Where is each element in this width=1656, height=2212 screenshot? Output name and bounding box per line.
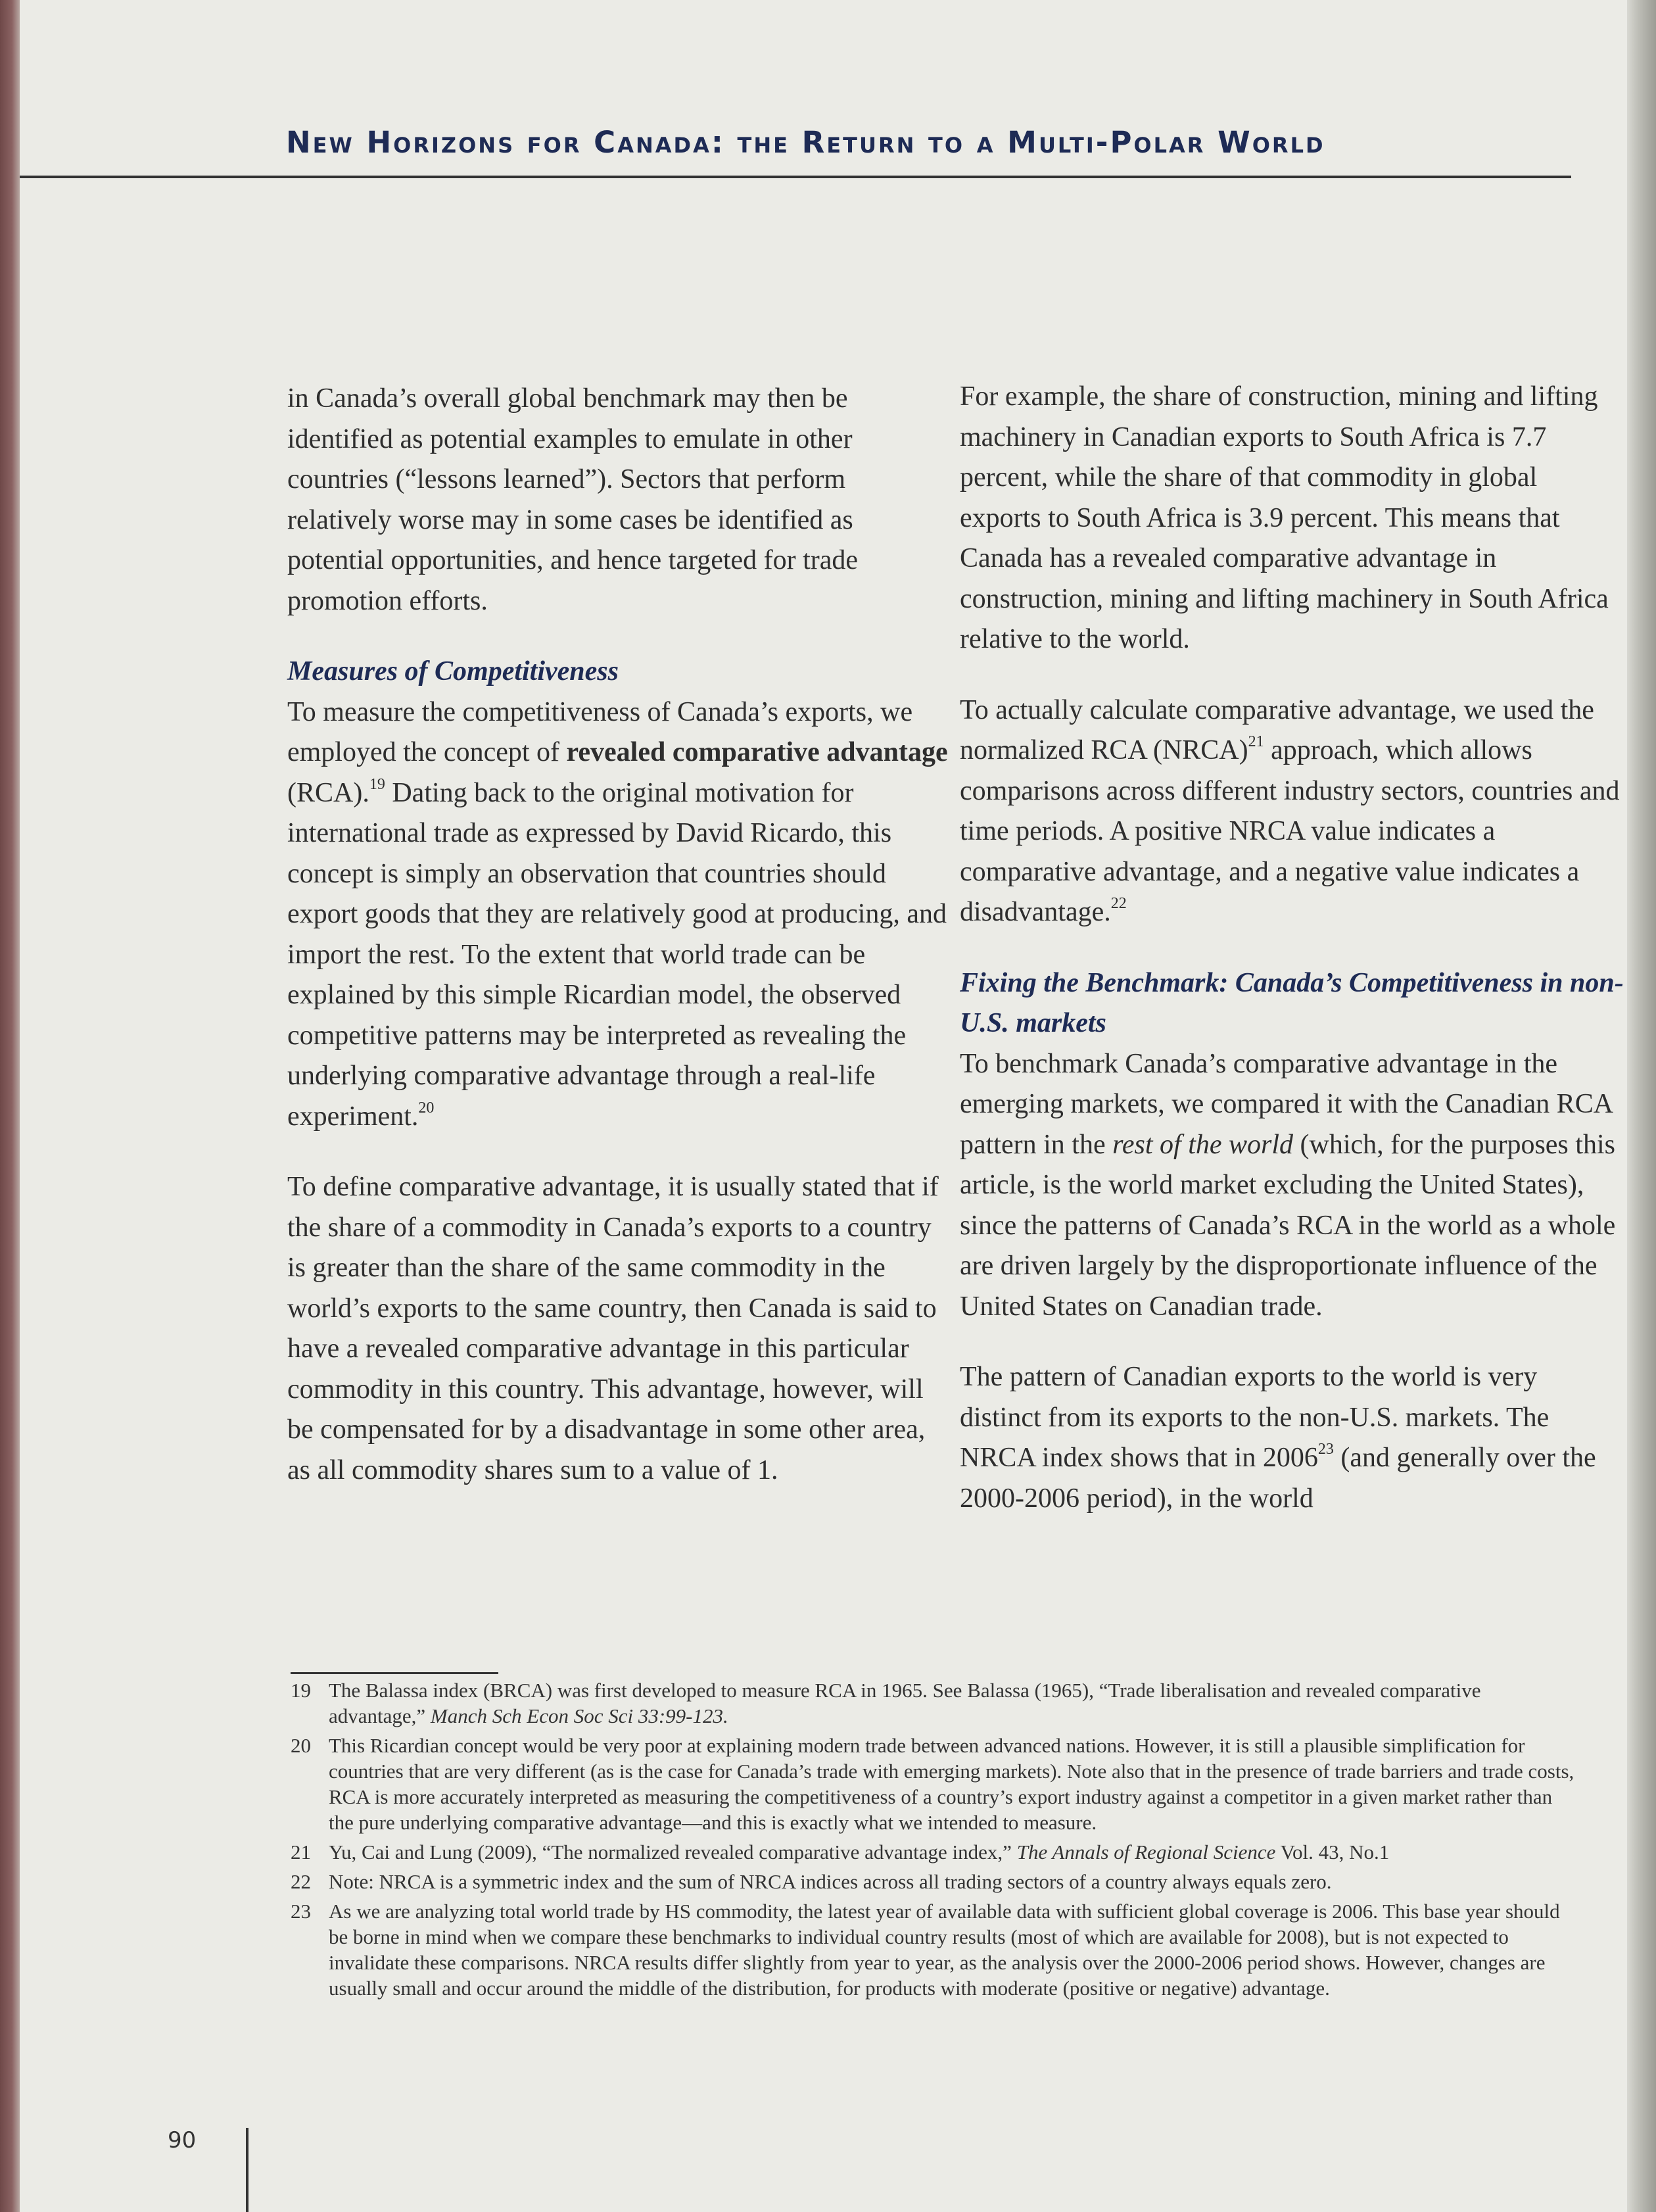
footnote-ref-21: 21 bbox=[1248, 733, 1264, 750]
right-paragraph-1: For example, the share of construction, mining and lifting machinery in Canadian exports to South Africa is 7.7 percent, while the share of that commodity in global exports to South Africa is 3.9 percent. This means that Canada has a revealed comparative advantage in construction, mining and lifting machinery in South Africa relative to the world. bbox=[960, 381, 1609, 654]
footnotes bbox=[291, 1677, 1579, 2005]
footnote-rule bbox=[291, 1672, 498, 1674]
key-term: revealed comparative advantage bbox=[566, 737, 948, 767]
footnote-text: The Balassa index (BRCA) was first developed to measure RCA in 1965. See Balassa (1965), “Trade liberalisation and revealed comparative advantage,” bbox=[329, 1679, 1481, 1727]
text-run: Dating back to the original motivation for international trade as expressed by David Ricardo, this concept is simply an observation that countries should export goods that they are relatively good at producing, and import the rest. To the extent that world trade can be explained by this simple Ricardian model, the observed competitive patterns may be interpreted as revealing the underlying comparative advantage through a real-life experiment. bbox=[287, 777, 947, 1132]
text-run: (RCA). bbox=[287, 777, 369, 808]
right-paragraph-2 bbox=[960, 690, 1624, 933]
footnote-text: As we are analyzing total world trade by HS commodity, the latest year of available data with sufficient global coverage is 2006. This base year should be borne in mind when we compare these benchmarks to individual country results (most of which are available for 2008), but is not expected to invalidate these comparisons. NRCA results differ slightly from year to year, as the analysis over the 2000-2006 period shows. However, changes are usually small and occur around the middle of the distribution, for products with moderate (positive or negative) advantage. bbox=[329, 1900, 1560, 2000]
text-run: The pattern of Canadian exports to the world is very distinct from its exports to the non-U.S. markets. The NRCA index shows that in 2006 bbox=[960, 1362, 1550, 1473]
footnote-21 bbox=[291, 1839, 1579, 1865]
section-heading-benchmark: Fixing the Benchmark: Canada’s Competitiveness in non-U.S. markets bbox=[960, 967, 1624, 1038]
text-run: To actually calculate comparative advantage, we used the normalized RCA (NRCA) bbox=[960, 694, 1594, 765]
folio-rule bbox=[246, 2128, 248, 2212]
footnote-19 bbox=[291, 1677, 1579, 1729]
text-run: approach, which allows comparisons across different industry sectors, countries and time periods. A positive NRCA value indicates a comparative advantage, and a negative value indicates a disadvantage. bbox=[960, 735, 1620, 927]
footnote-ref-20: 20 bbox=[418, 1099, 435, 1117]
footnote-text: Note: NRCA is a symmetric index and the sum of NRCA indices across all trading sectors of a country always equals zero. bbox=[329, 1870, 1332, 1893]
page-binding-edge bbox=[0, 0, 20, 2212]
text-run: To benchmark Canada’s comparative advantage in the emerging markets, we compared it with the Canadian RCA pattern in the bbox=[960, 1048, 1612, 1160]
citation-title: Manch Sch Econ Soc Sci 33:99-123. bbox=[430, 1704, 728, 1727]
section-heading-measures: Measures of Competitiveness bbox=[287, 656, 619, 686]
left-paragraph-2 bbox=[287, 692, 951, 1138]
citation-title: The Annals of Regional Science bbox=[1016, 1840, 1276, 1863]
footnote-number: 20 bbox=[291, 1734, 311, 1757]
footnote-ref-22: 22 bbox=[1110, 895, 1127, 912]
right-paragraph-3 bbox=[960, 1044, 1624, 1328]
header-rule bbox=[20, 176, 1571, 178]
footnote-text: This Ricardian concept would be very poor at explaining modern trade between advanced nations. However, it is still a plausible simplification for countries that are very different (as is the case for Canada’s trade with emerging markets). Note also that in the presence of trade barriers and trade costs, RCA is more accurately interpreted as measuring the competitiveness of a country’s export industry against a competitor in a given market rather than the pure underlying comparative advantage—and this is exactly what we intended to measure. bbox=[329, 1734, 1574, 1834]
footnote-text: Yu, Cai and Lung (2009), “The normalized revealed comparative advantage index,” bbox=[329, 1840, 1017, 1863]
page-right-edge bbox=[1627, 0, 1656, 2212]
footnote-ref-23: 23 bbox=[1317, 1441, 1334, 1458]
footnote-ref-19: 19 bbox=[369, 775, 385, 793]
footnote-number: 23 bbox=[291, 1900, 311, 1923]
footnote-number: 19 bbox=[291, 1679, 311, 1702]
right-paragraph-4 bbox=[960, 1357, 1624, 1519]
left-column bbox=[287, 379, 951, 1491]
left-paragraph-1: in Canada’s overall global benchmark may then be identified as potential examples to emulate in other countries (“lessons learned”). Sectors that perform relatively worse may in some cases be identified as potential opportunities, and hence targeted for trade promotion efforts. bbox=[287, 383, 859, 616]
footnote-20 bbox=[291, 1733, 1579, 1835]
footnote-22 bbox=[291, 1869, 1579, 1894]
right-column bbox=[960, 377, 1624, 1519]
running-head: New Horizons for Canada: the Return to a Multi-Polar World bbox=[286, 125, 1325, 160]
footnote-number: 22 bbox=[291, 1870, 311, 1893]
footnote-text: Vol. 43, No.1 bbox=[1275, 1840, 1390, 1863]
emphasis: rest of the world bbox=[1112, 1129, 1294, 1160]
text-run: To measure the competitiveness of Canada’s exports, we employed the concept of bbox=[287, 696, 913, 767]
footnote-23 bbox=[291, 1898, 1579, 2001]
page-number: 90 bbox=[168, 2127, 197, 2153]
left-paragraph-3: To define comparative advantage, it is usually stated that if the share of a commodity in Canada’s exports to a country is greater than the share of the same commodity in the world’s exports to the same country, then Canada is said to have a revealed comparative advantage in this particular commodity in this country. This advantage, however, will be compensated for by a disadvantage in some other area, as all commodity shares sum to a value of 1. bbox=[287, 1172, 939, 1485]
text-run: (which, for the purposes this article, is the world market excluding the United States), since the patterns of Canada’s RCA in the world as a whole are driven largely by the disproportionate influence of the United States on Canadian trade. bbox=[960, 1129, 1616, 1322]
text-run: (and generally over the 2000-2006 period), in the world bbox=[960, 1443, 1596, 1514]
footnote-number: 21 bbox=[291, 1840, 311, 1863]
